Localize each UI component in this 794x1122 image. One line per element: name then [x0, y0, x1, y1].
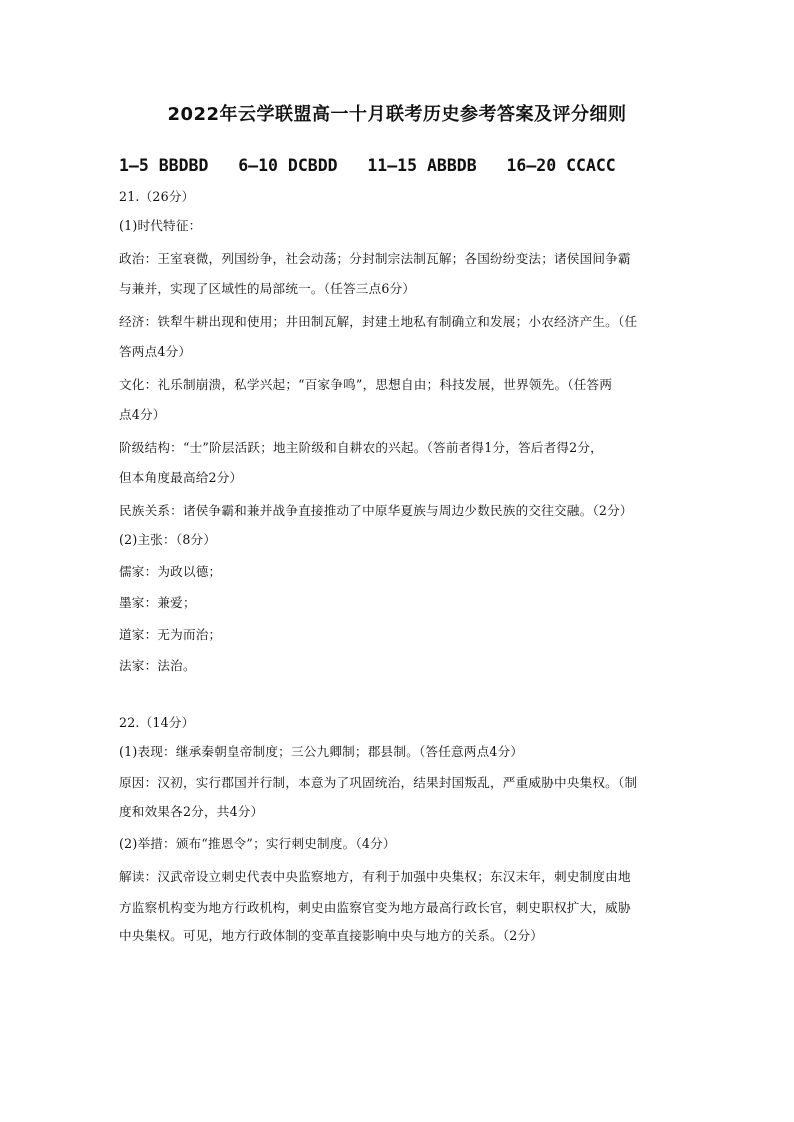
answer-line: 原因：汉初，实行郡国并行制，本意为了巩固统治，结果封国叛乱，严重威胁中央集权。（制	[119, 775, 638, 790]
multiple-choice-answers	[119, 156, 616, 175]
answer-line: 解读：汉武帝设立刺史代表中央监察地方，有利于加强中央集权；东汉末年，刺史制度由地	[119, 869, 631, 884]
answer-line: 点4分）	[119, 407, 166, 422]
sub-question-heading: (2)主张：（8分）	[119, 532, 217, 547]
answer-line: 方监察机构变为地方行政机构，刺史由监察官变为地方最高行政长官，刺史职权扩大，威胁	[119, 900, 631, 915]
answer-line: 墨家：兼爱；	[119, 595, 196, 610]
answer-line: 政治：王室衰微，列国纷争，社会动荡；分封制宗法制瓦解；各国纷纷变法；诸侯国间争霸	[119, 251, 631, 266]
answer-line: 文化：礼乐制崩溃，私学兴起；“百家争鸣”，思想自由；科技发展，世界领先。（任答两	[119, 377, 613, 392]
mc-answer-group: 6—10 DCBDD	[238, 156, 338, 175]
answer-line: 儒家：为政以德；	[119, 564, 222, 579]
answer-line: 但本角度最高给2分）	[119, 470, 243, 485]
question-22-heading: 22.（14分）	[119, 715, 195, 730]
page-title: 2022年云学联盟高一十月联考历史参考答案及评分细则	[167, 104, 627, 125]
answer-line: 道家：无为而治；	[119, 627, 222, 642]
question-21-heading: 21.（26分）	[119, 189, 195, 204]
answer-line: (1)表现：继承秦朝皇帝制度；三公九卿制；郡县制。（答任意两点4分）	[119, 744, 524, 759]
mc-answer-group: 16—20 CCACC	[506, 156, 616, 175]
answer-line: 民族关系：诸侯争霸和兼并战争直接推动了中原华夏族与周边少数民族的交往交融。（2分）	[119, 503, 633, 518]
answer-line: 答两点4分）	[119, 344, 192, 359]
answer-line: 经济：铁犁牛耕出现和使用；井田制瓦解，封建土地私有制确立和发展；小农经济产生。（任	[119, 314, 638, 329]
answer-line: 度和效果各2分，共4分）	[119, 804, 264, 819]
mc-answer-group: 11—15 ABBDB	[367, 156, 477, 175]
answer-line: 与兼并，实现了区域性的局部统一。（任答三点6分）	[119, 281, 416, 296]
answer-line: (2)举措：颁布“推恩令”；实行刺史制度。（4分）	[119, 836, 396, 851]
answer-line: 阶级结构：“士”阶层活跃；地主阶级和自耕农的兴起。（答前者得1分，答后者得2分，	[119, 440, 603, 455]
answer-line: 法家：法治。	[119, 658, 196, 673]
sub-question-heading: (1)时代特征：	[119, 218, 202, 233]
mc-answer-group: 1—5 BBDBD	[119, 156, 209, 175]
answer-line: 中央集权。可见，地方行政体制的变革直接影响中央与地方的关系。（2分）	[119, 928, 544, 943]
